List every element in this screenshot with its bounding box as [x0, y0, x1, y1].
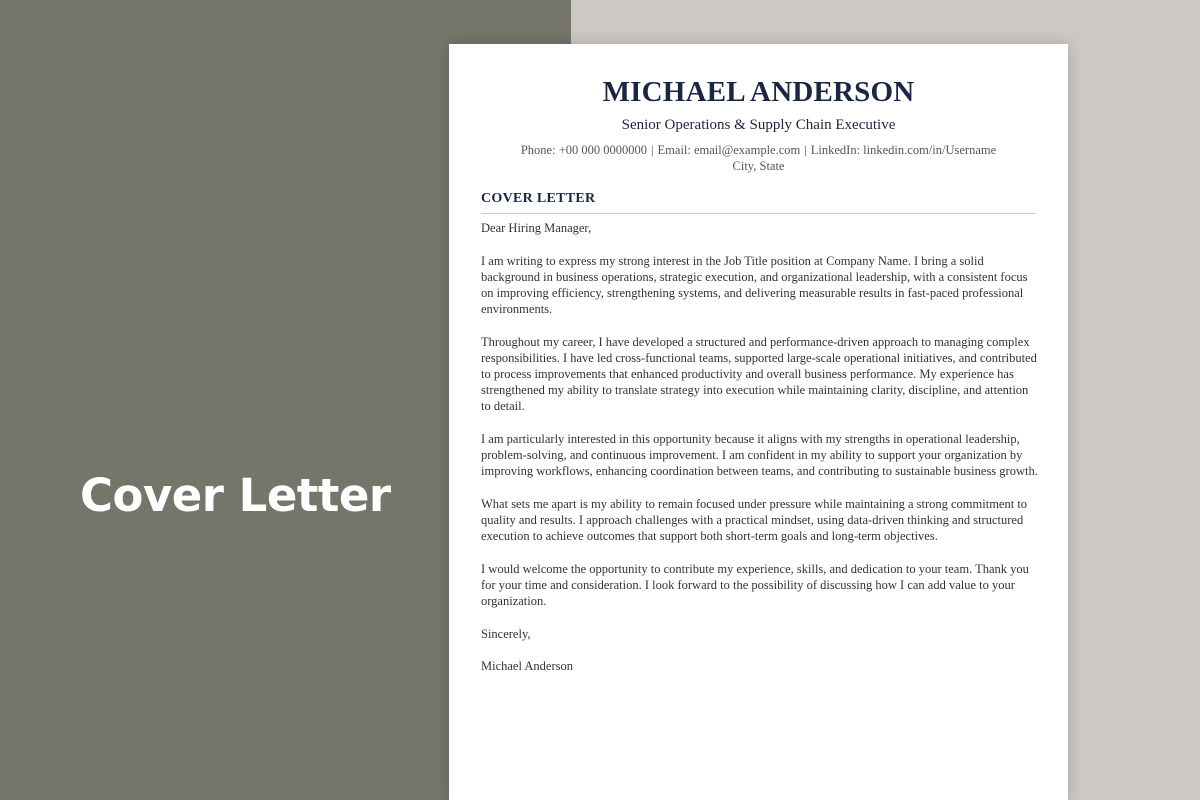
greeting: Dear Hiring Manager, [481, 221, 592, 235]
section-heading: COVER LETTER [481, 191, 596, 206]
letter-paragraph: I am writing to express my strong interest in the Job Title position at Company Name. I bring a solid background in business operations, strategic execution, and organizational leadership, with a consistent focus on improving efficiency, strengthening systems, and delivering measurable results in fast-paced professional environments. [481, 253, 1028, 317]
applicant-job-title: Senior Operations & Supply Chain Executive [621, 117, 896, 133]
letter-paragraph: I would welcome the opportunity to contribute my experience, skills, and dedication to your team. Thank you for your time and consideration. I look forward to the possibility of discussing how I can add value to your organization. [481, 561, 1029, 609]
contact-line [449, 142, 1068, 158]
letter-body [481, 220, 1039, 691]
closing: Sincerely, [481, 626, 531, 641]
signature: Michael Anderson [481, 659, 573, 674]
applicant-name: MICHAEL ANDERSON [602, 76, 915, 108]
location-text: City, State [732, 159, 785, 173]
letter-paragraph: I am particularly interested in this opportunity because it aligns with my strengths in operational leadership, problem-solving, and continuous improvement. I am confident in my ability to support your organization by improving workflows, enhancing coordination between teams, and contributing to sustainable business growth. [481, 431, 1038, 479]
heading-divider [481, 213, 1036, 214]
linkedin-text: LinkedIn: linkedin.com/in/Username [810, 143, 997, 157]
letter-paragraph: What sets me apart is my ability to remain focused under pressure while maintaining a strong commitment to quality and results. I approach challenges with a practical mindset, using data-driven thinking and structured execution to achieve outcomes that support both short-term goals and long-term objectives. [481, 496, 1028, 544]
letter-paragraph: Throughout my career, I have developed a structured and performance-driven approach to managing complex responsibilities. I have led cross-functional teams, supported large-scale operational initiatives, and contributed to process improvements that enhanced productivity and overall business performance. My experience has strengthened my ability to translate strategy into execution while maintaining clarity, discipline, and attention to detail. [481, 334, 1037, 414]
cover-letter-page [449, 44, 1068, 800]
email-text: Email: email@example.com [657, 143, 801, 157]
contact-separator: | [804, 143, 807, 157]
promo-title: Cover Letter [80, 469, 391, 522]
phone-text: Phone: +00 000 0000000 [520, 143, 648, 157]
contact-separator: | [651, 143, 654, 157]
